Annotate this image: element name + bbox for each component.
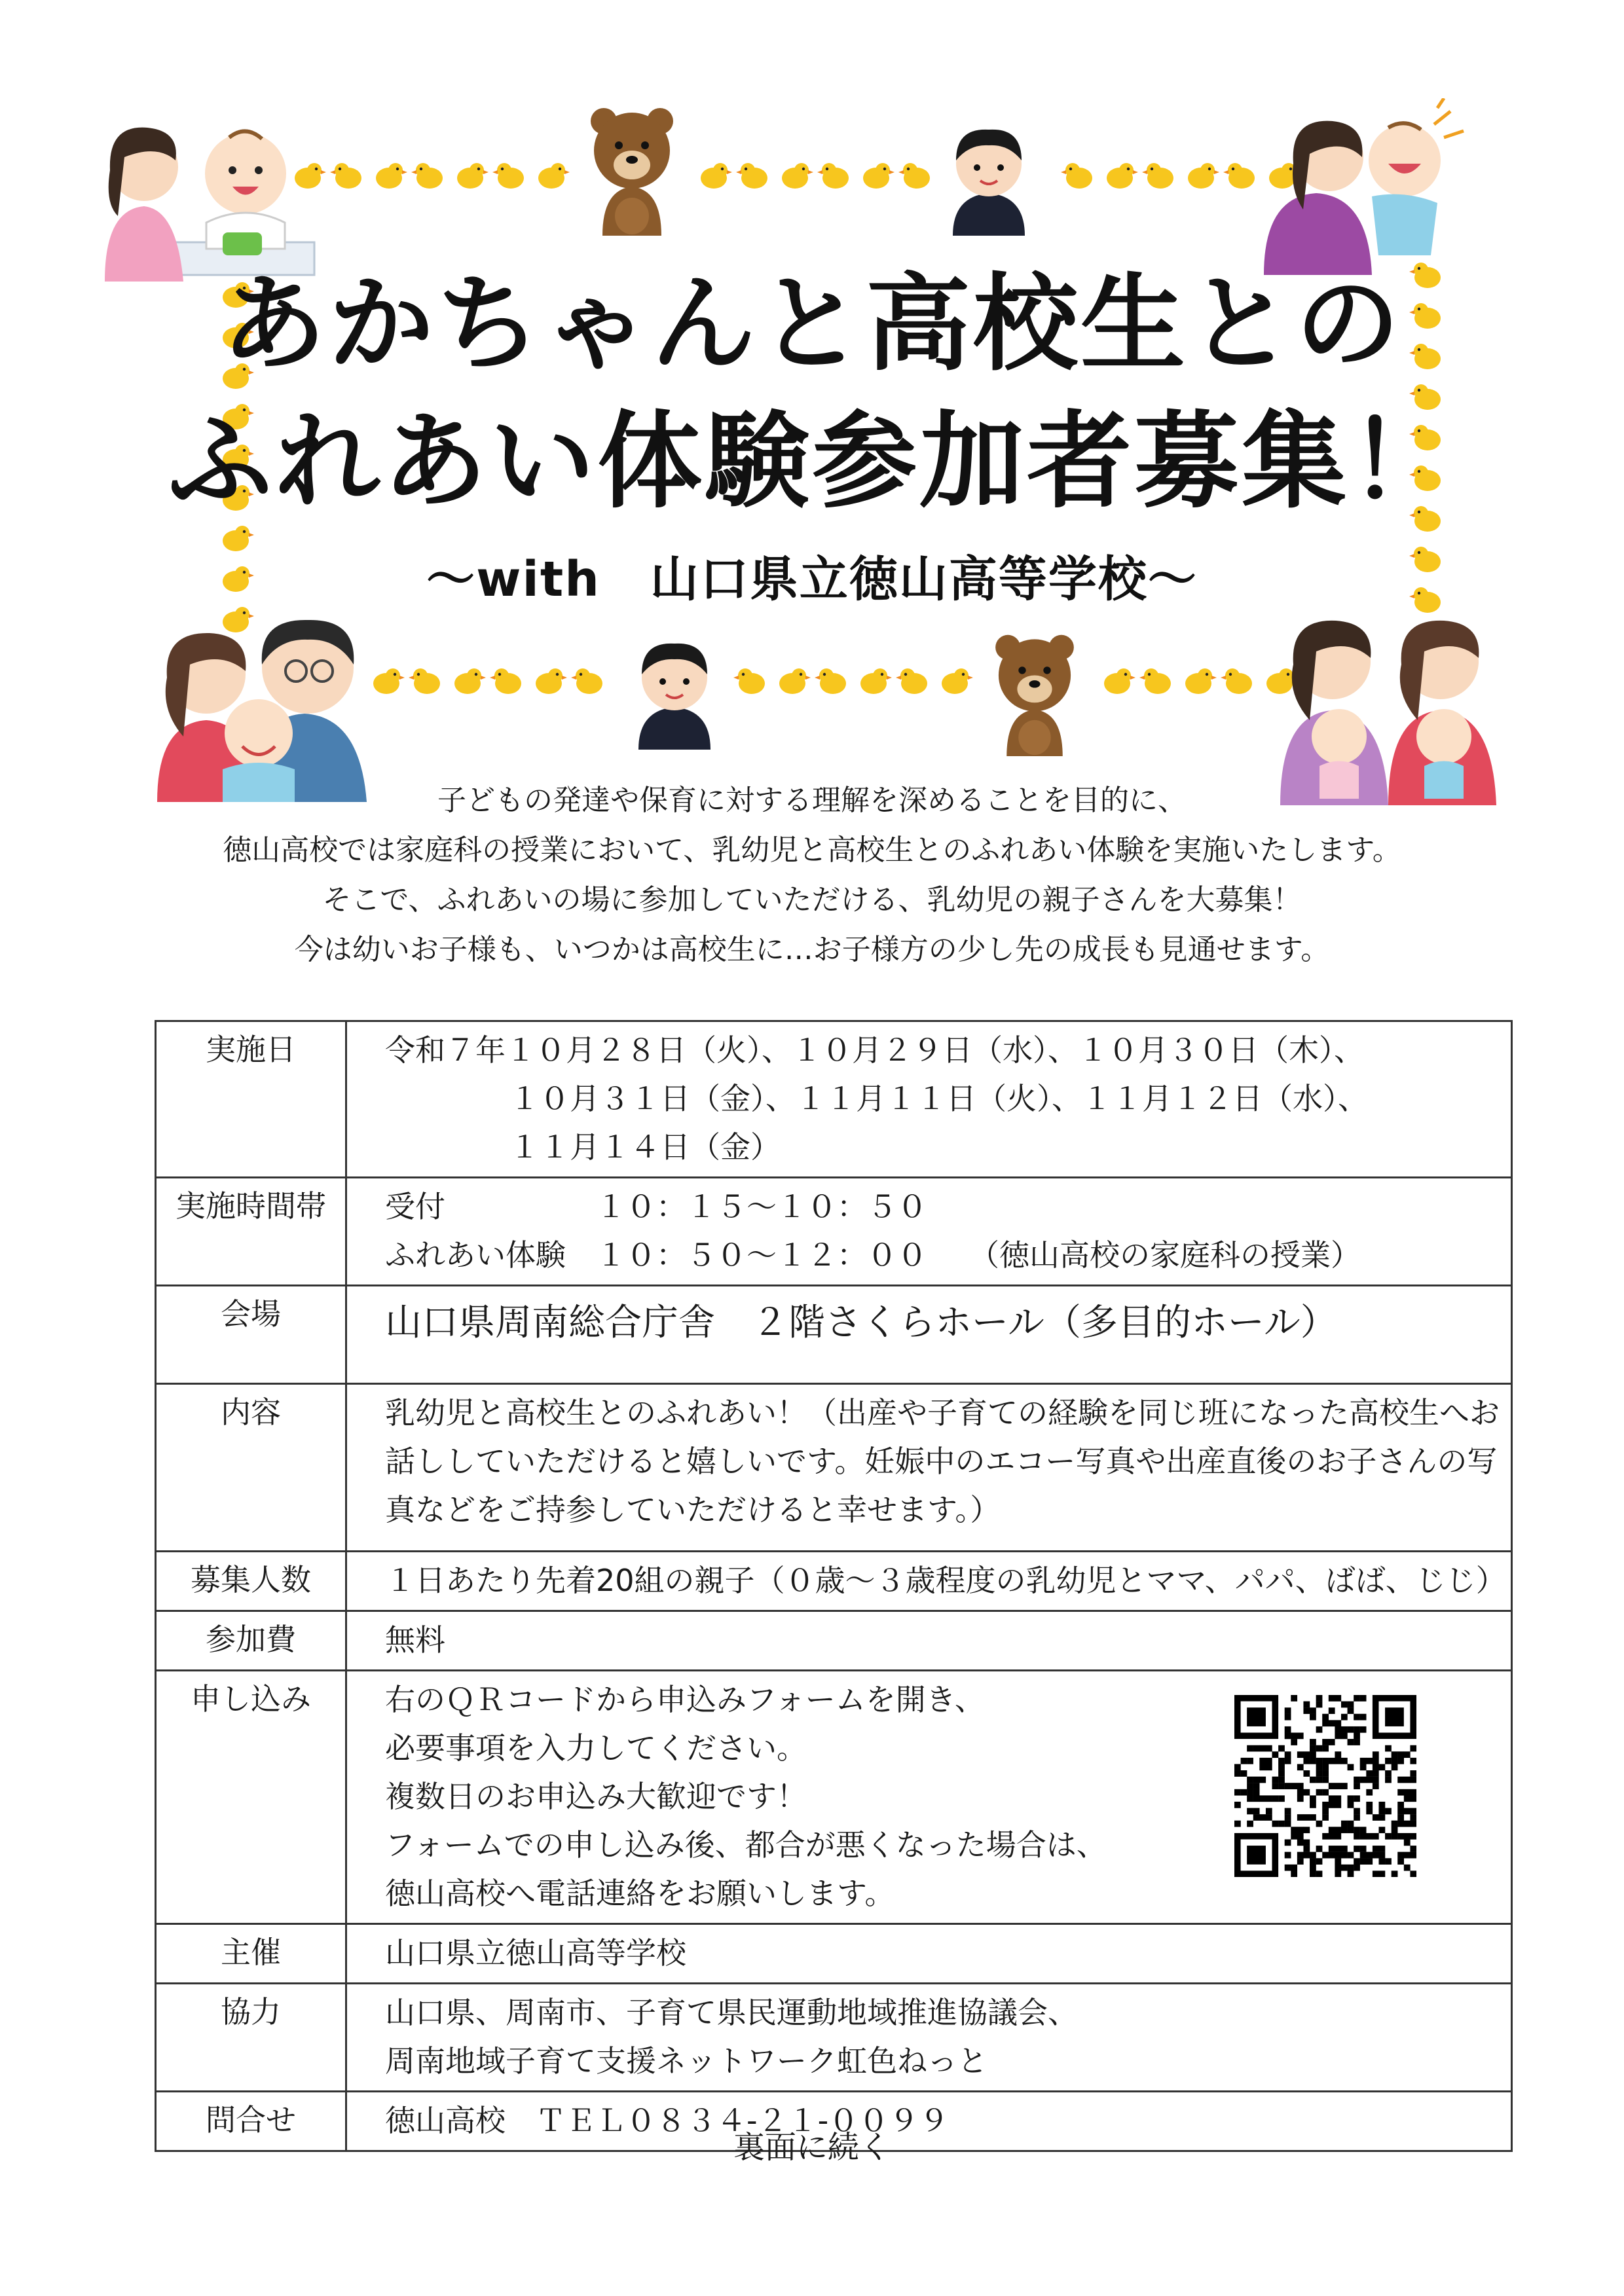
- chick-icon: [898, 163, 930, 189]
- content-label: 内容: [156, 1384, 346, 1552]
- cooperation-label: 協力: [156, 1984, 346, 2092]
- chick-icon: [1107, 163, 1138, 189]
- chick-icon: [782, 163, 813, 189]
- event-info-table: [155, 1020, 1513, 2152]
- cooperation-value: [346, 1984, 1512, 2092]
- chick-icon: [1223, 163, 1255, 189]
- content-line: 乳幼児と高校生とのふれあい！（出産や子育ての経験を同じ班になった高校生へお: [385, 1395, 1500, 1430]
- apply-line: フォームでの申し込み後、都合が悪くなった場合は、: [385, 1827, 1107, 1863]
- chick-icon: [1104, 668, 1135, 694]
- chick-icon: [409, 668, 440, 694]
- table-row-content: [156, 1384, 1512, 1552]
- table-row-capacity: [156, 1552, 1512, 1611]
- chick-icon: [860, 668, 892, 694]
- experience-value: １０：５０～１２：００: [596, 1237, 927, 1273]
- chick-icon: [942, 668, 973, 694]
- dates-label: 実施日: [156, 1021, 346, 1178]
- table-row-apply: [156, 1671, 1512, 1924]
- high-school-boy-illustration-2: [632, 638, 717, 750]
- chick-icon: [701, 163, 732, 189]
- mother-feeding-baby-illustration: [98, 98, 334, 282]
- main-title-line-2: ふれあい体験参加者募集！: [167, 400, 1456, 522]
- fee-label: 参加費: [156, 1611, 346, 1671]
- apply-line: 複数日のお申込み大歓迎です！: [385, 1779, 807, 1814]
- reception-time: [385, 1182, 1511, 1231]
- organizer-text: 山口県立徳山高等学校: [385, 1935, 686, 1971]
- experience-note: （徳山高校の家庭科の授業）: [969, 1237, 1361, 1273]
- contact-text: 徳山高校 ＴＥＬ０８３４-２１-００９９: [385, 2103, 950, 2138]
- content-line: 真などをご持参していただけると幸せます。）: [385, 1492, 1001, 1527]
- main-title-line-1: あかちゃんと高校生との: [221, 263, 1403, 385]
- chick-icon: [779, 668, 811, 694]
- chick-icon: [536, 668, 567, 694]
- chick-icon: [538, 163, 570, 189]
- table-row-organizer: [156, 1924, 1512, 1984]
- subtitle: ～with 山口県立徳山高等学校～: [426, 551, 1198, 608]
- apply-line: 右のＱＲコードから申込みフォームを開き、: [385, 1682, 985, 1717]
- continued-on-back-note: 裏面に続く: [733, 2129, 891, 2166]
- content-line: 話ししていただけると嬉しいです。妊娠中のエコー写真や出産直後のお子さんの写: [385, 1444, 1498, 1479]
- apply-label: 申し込み: [156, 1671, 346, 1924]
- chick-icon: [571, 668, 602, 694]
- fee-value: [346, 1611, 1512, 1671]
- table-row-time: [156, 1178, 1512, 1286]
- mother-hugging-baby-illustration: [1257, 98, 1473, 275]
- chick-icon: [1139, 668, 1171, 694]
- bear-illustration: [589, 105, 674, 236]
- chick-icon: [492, 163, 524, 189]
- chick-icon: [490, 668, 521, 694]
- fee-text: 無料: [385, 1622, 445, 1658]
- experience-time: [385, 1231, 1511, 1279]
- chick-icon: [896, 668, 927, 694]
- organizer-value: [346, 1924, 1512, 1984]
- table-row-dates: [156, 1021, 1512, 1178]
- capacity-value: [346, 1552, 1512, 1611]
- content-value: [346, 1384, 1512, 1552]
- chick-icon: [1221, 668, 1252, 694]
- venue-text: 山口県周南総合庁舎 ２階さくらホール（多目的ホール）: [385, 1302, 1337, 1344]
- chick-icon: [376, 163, 407, 189]
- chick-icon: [817, 163, 849, 189]
- dates-value: [346, 1021, 1512, 1178]
- organizer-label: 主催: [156, 1924, 346, 1984]
- family-illustration: [151, 592, 380, 802]
- table-row-venue: [156, 1286, 1512, 1384]
- chick-icon: [1142, 163, 1173, 189]
- chick-icon: [863, 163, 895, 189]
- dates-line: １１月１４日（金）: [509, 1129, 781, 1165]
- capacity-label: 募集人数: [156, 1552, 346, 1611]
- table-row-cooperation: [156, 1984, 1512, 2092]
- chick-icon: [223, 526, 254, 551]
- time-label: 実施時間帯: [156, 1178, 346, 1286]
- apply-line: 徳山高校へ電話連絡をお願いします。: [385, 1876, 895, 1911]
- dates-line: 令和７年１０月２８日（火）、１０月２９日（水）、１０月３０日（木）、: [385, 1032, 1364, 1068]
- intro-line: 子どもの発達や保育に対する理解を深めることを目的に、: [437, 784, 1187, 817]
- contact-label: 問合せ: [156, 2092, 346, 2151]
- experience-key: ふれあい体験: [385, 1237, 566, 1273]
- intro-line: 徳山高校では家庭科の授業において、乳幼児と高校生とのふれあい体験を実施いたします。: [223, 833, 1401, 867]
- cooperation-line: 周南地域子育て支援ネットワーク虹色ねっと: [385, 2043, 987, 2079]
- chick-icon: [411, 163, 443, 189]
- bear-illustration-2: [992, 632, 1077, 756]
- intro-line: そこで、ふれあいの場に参加していただける、乳幼児の親子さんを大募集！: [322, 883, 1302, 917]
- high-school-boy-illustration: [946, 124, 1031, 236]
- chick-icon: [815, 668, 846, 694]
- table-row-fee: [156, 1611, 1512, 1671]
- chick-icon: [330, 163, 361, 189]
- chick-icon: [454, 668, 486, 694]
- venue-label: 会場: [156, 1286, 346, 1384]
- reception-key: 受付: [385, 1189, 445, 1224]
- mothers-with-babies-illustration: [1277, 589, 1500, 805]
- chick-icon: [1188, 163, 1219, 189]
- chick-icon: [733, 668, 765, 694]
- chick-icon: [1185, 668, 1217, 694]
- reception-value: １０：１５～１０：５０: [596, 1189, 927, 1224]
- capacity-text: １日あたり先着20組の親子（０歳～３歳程度の乳幼児とママ、パパ、ばば、じじ）: [385, 1563, 1506, 1598]
- venue-value: [346, 1286, 1512, 1384]
- intro-line: 今は幼いお子様も、いつかは高校生に…お子様方の少し先の成長も見通せます。: [294, 933, 1330, 966]
- cooperation-line: 山口県、周南市、子育て県民運動地域推進協議会、: [385, 1995, 1078, 2030]
- time-value: [346, 1178, 1512, 1286]
- intro-text: [0, 776, 1624, 975]
- chick-icon: [736, 163, 767, 189]
- dates-line: １０月３１日（金）、１１月１１日（火）、１１月１２日（水）、: [509, 1081, 1368, 1116]
- qr-code-icon[interactable]: [1234, 1695, 1416, 1877]
- chick-icon: [457, 163, 489, 189]
- chick-icon: [1061, 163, 1092, 189]
- apply-line: 必要事項を入力してください。: [385, 1730, 807, 1766]
- apply-value: [346, 1671, 1512, 1924]
